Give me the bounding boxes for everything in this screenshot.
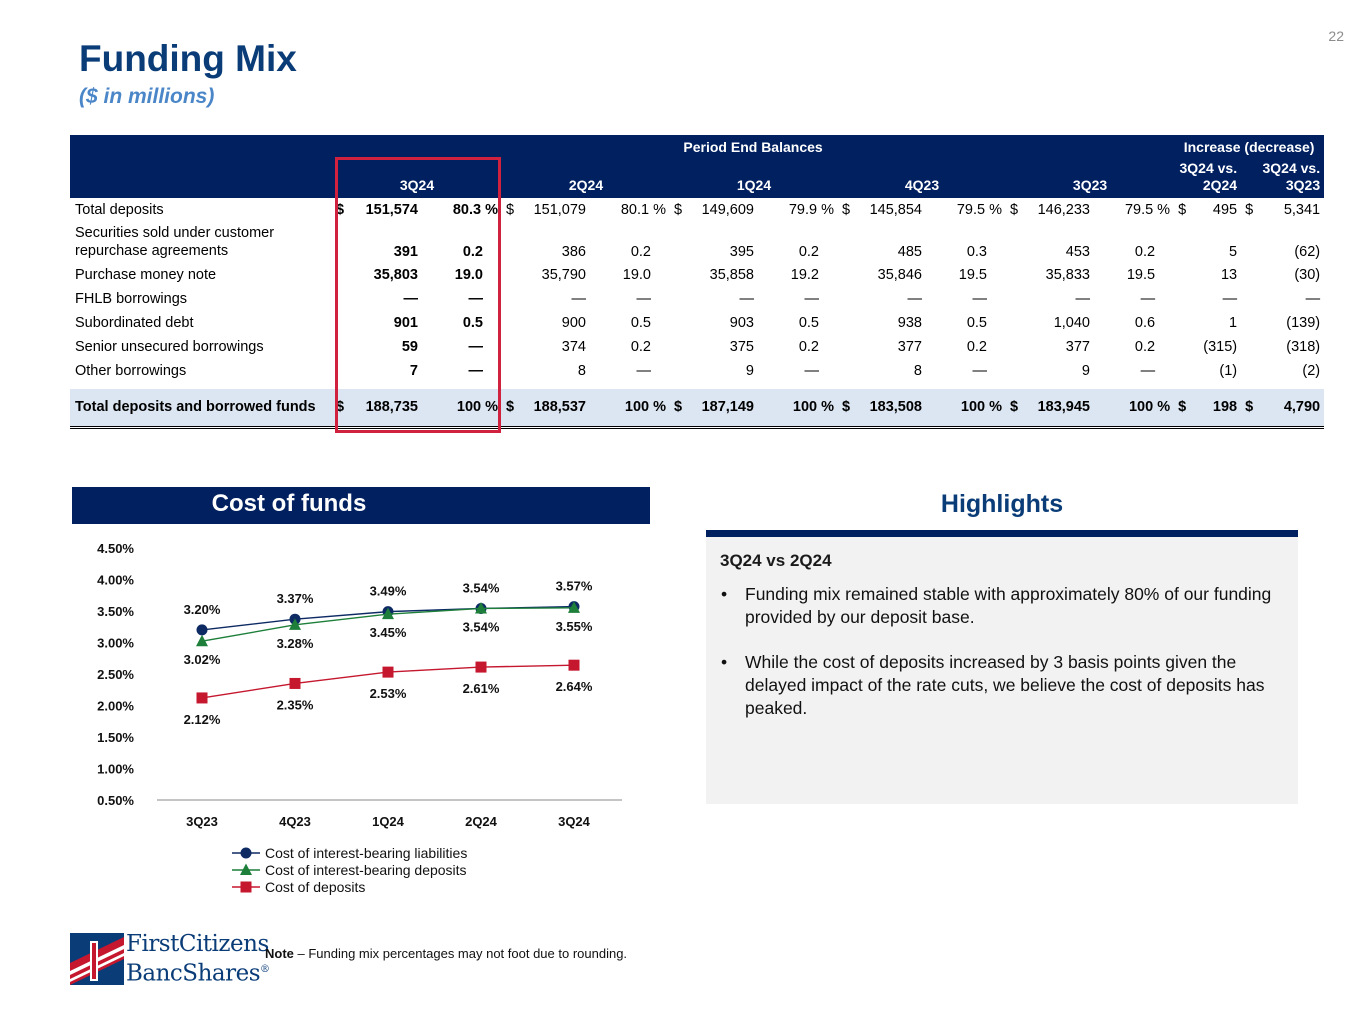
percent-cell: 0.2 [1134,339,1156,355]
amount-cell: 146,233 [1037,202,1090,218]
column-header: 3Q23 [1006,159,1174,198]
y-tick-label: 2.50% [97,667,134,682]
currency-symbol [502,359,516,383]
data-label: 2.61% [462,681,500,697]
currency-symbol [332,311,346,335]
amount-cell: 9 [745,363,754,379]
currency-symbol [838,287,852,311]
footnote: Note – Funding mix percentages may not foot due to rounding. [265,946,628,961]
legend-label: Cost of interest-bearing liabilities [265,845,468,861]
highlights-subtitle: 3Q24 vs 2Q24 [720,551,832,570]
row-label: Other borrowings [75,363,187,379]
first-citizens-flag-icon [70,933,124,985]
currency-symbol: $ [336,202,345,218]
data-label: 3.57% [555,578,593,594]
percent-cell: 19.0 [454,267,483,283]
currency-symbol [670,359,684,383]
amount-cell: 8 [577,363,586,379]
percent-cell: 100 % [926,389,1006,427]
amount-cell: 35,833 [1045,267,1090,283]
amount-cell: 377 [1065,339,1090,355]
amount-cell: — [1075,291,1090,307]
percent-cell: 0.5 [462,315,483,331]
currency-symbol [1174,359,1190,383]
column-header: 2Q24 [502,159,670,198]
amount-cell: 149,609 [701,202,754,218]
percent-cell: 0.2 [462,244,483,260]
amount-cell: 8 [913,363,922,379]
data-point [290,678,301,689]
highlight-bullet: • Funding mix remained stable with approximately 80% of our funding provided by our deposit base. [721,584,1272,627]
percent-cell: 79.5 % [1124,202,1171,218]
currency-symbol [838,222,852,263]
amount-cell: 9 [1081,363,1090,379]
currency-symbol [670,263,684,287]
currency-symbol [502,287,516,311]
amount-cell: 151,574 [365,202,418,218]
currency-symbol: $ [838,389,852,427]
data-point [569,660,580,671]
x-tick-label: 3Q23 [186,814,218,829]
currency-symbol: $ [670,389,684,427]
currency-symbol: $ [674,202,683,218]
percent-cell: 0.2 [798,244,819,260]
amount-cell: 35,803 [373,267,418,283]
amount-cell: 375 [729,339,754,355]
percent-cell: 100 % [590,389,670,427]
data-label: 2.35% [276,697,314,713]
currency-symbol [838,311,852,335]
data-label: 3.37% [276,591,314,607]
company-logo-text: FirstCitizens BancShares® [126,931,270,987]
y-tick-label: 1.50% [97,730,134,745]
highlights-title: Highlights [940,490,1064,518]
currency-symbol [1174,263,1190,287]
funding-mix-table [70,135,1324,429]
y-tick-label: 3.00% [97,635,134,651]
percent-cell: 100 % [1094,389,1174,427]
data-point [197,692,208,703]
amount-cell: 35,858 [709,267,754,283]
currency-symbol [502,222,516,263]
currency-symbol [502,311,516,335]
change-cell: — [1305,291,1321,307]
y-tick-label: 2.00% [97,698,134,714]
data-label: 3.54% [462,619,500,635]
percent-cell: — [636,291,651,307]
x-tick-label: 4Q23 [279,814,311,829]
amount-cell: 374 [561,339,586,355]
amount-cell: 145,854 [869,202,922,218]
change-cell: (1) [1219,363,1238,379]
data-label: 3.54% [462,580,500,596]
currency-symbol [502,263,516,287]
period-end-balances-header: Period End Balances [332,135,1174,159]
currency-symbol: $ [502,389,516,427]
data-label: 3.28% [276,635,314,651]
row-label: FHLB borrowings [75,291,188,307]
percent-cell: — [468,291,483,307]
change-cell: (139) [1286,315,1321,331]
column-header: 1Q24 [670,159,838,198]
currency-symbol [838,335,852,359]
data-label: 3.49% [369,583,407,599]
currency-symbol [332,263,346,287]
amount-cell: 151,079 [533,202,586,218]
change-cell: 5 [1229,244,1238,260]
legend-label: Cost of interest-bearing deposits [265,862,467,878]
percent-cell: — [972,291,987,307]
percent-cell: 0.3 [966,244,987,260]
percent-cell: 19.5 [958,267,987,283]
currency-symbol [1006,263,1020,287]
amount-cell: 901 [393,315,418,331]
currency-symbol [838,263,852,287]
percent-cell: 0.2 [630,244,651,260]
table-row [70,359,1324,383]
percent-cell: 19.5 [1126,267,1156,283]
currency-symbol: $ [1006,389,1020,427]
data-label: 3.45% [369,625,407,641]
percent-cell: 0.6 [1134,315,1156,331]
amount-cell: 485 [897,244,922,260]
currency-symbol [670,287,684,311]
change-cell: 1 [1229,315,1238,331]
change-cell: 5,341 [1283,202,1321,218]
cost-of-funds-chart [72,530,632,900]
table-row [70,263,1324,287]
percent-cell: 79.9 % [788,202,834,218]
amount-cell: — [739,291,754,307]
currency-symbol [332,335,346,359]
row-label: Purchase money note [75,267,217,283]
legend-marker [241,848,252,859]
table-row [70,222,1324,263]
percent-cell: 0.2 [630,339,651,355]
page-number: 22 [1328,28,1344,44]
x-tick-label: 1Q24 [372,814,404,829]
percent-cell: — [636,363,651,379]
data-label: 2.12% [183,711,221,727]
y-tick-label: 0.50% [97,793,134,808]
percent-cell: 0.5 [630,315,651,331]
row-label: Subordinated debt [75,315,194,331]
currency-symbol: $ [1174,389,1190,427]
currency-symbol [1174,222,1190,263]
currency-symbol [838,359,852,383]
currency-symbol [1006,287,1020,311]
amount-cell: — [907,291,922,307]
data-label: 3.02% [183,652,221,668]
currency-symbol [1174,287,1190,311]
legend-label: Cost of deposits [265,879,366,895]
bullet-icon: • [721,652,728,672]
currency-symbol [1241,222,1257,263]
percent-cell: 80.1 % [620,202,666,218]
percent-cell: 100 % [758,389,838,427]
percent-cell: 0.5 [966,315,987,331]
currency-symbol: $ [506,202,515,218]
amount-cell: — [571,291,586,307]
currency-symbol [332,287,346,311]
percent-cell: — [468,363,483,379]
x-tick-label: 2Q24 [465,814,497,829]
percent-cell: 0.2 [1134,244,1156,260]
amount-cell: 377 [897,339,922,355]
currency-symbol [1174,311,1190,335]
currency-symbol: $ [842,202,851,218]
change-cell: 198 [1190,389,1241,427]
change-cell: (30) [1294,267,1321,283]
change-cell: 13 [1220,267,1238,283]
table-row [70,198,1324,222]
highlights-panel [706,537,1298,804]
data-label: 2.64% [555,679,593,695]
amount-cell: 938 [897,315,922,331]
column-header: 4Q23 [838,159,1006,198]
percent-cell: — [1140,291,1156,307]
percent-cell: 80.3 % [452,202,498,218]
change-cell: (2) [1302,363,1321,379]
column-header: 3Q24 [332,159,502,198]
page-subtitle: ($ in millions) [79,85,215,108]
percent-cell: — [972,363,987,379]
percent-cell: — [1140,363,1156,379]
x-tick-label: 3Q24 [558,814,590,829]
change-cell: (62) [1294,244,1321,260]
data-point [383,667,394,678]
percent-cell: 0.5 [798,315,819,331]
amount-cell: — [403,291,418,307]
change-cell: — [1222,291,1238,307]
increase-decrease-header: Increase (decrease) [1174,135,1324,159]
amount-cell: 183,945 [1020,389,1094,427]
table-row [70,311,1324,335]
amount-cell: 183,508 [852,389,926,427]
percent-cell: — [804,363,819,379]
amount-cell: 386 [561,244,586,260]
currency-symbol [1241,311,1257,335]
data-label: 3.20% [183,601,221,617]
currency-symbol: $ [1010,202,1019,218]
amount-cell: 35,846 [877,267,922,283]
currency-symbol [1006,335,1020,359]
amount-cell: 188,537 [516,389,590,427]
percent-cell: 79.5 % [956,202,1002,218]
y-tick-label: 4.50% [97,541,134,556]
change-cell: 4,790 [1257,389,1324,427]
currency-symbol [670,335,684,359]
currency-symbol [1241,287,1257,311]
amount-cell: 453 [1065,244,1090,260]
currency-symbol: $ [1241,389,1257,427]
y-tick-label: 1.00% [97,761,134,777]
currency-symbol [1241,335,1257,359]
percent-cell: 0.2 [966,339,987,355]
legend-marker [240,864,252,876]
data-label: 2.53% [369,686,407,702]
currency-symbol [670,311,684,335]
cost-of-funds-header: Cost of funds [72,487,650,524]
row-label: Total deposits and borrowed funds [70,389,332,427]
amount-cell: 391 [393,244,418,260]
percent-cell: 0.2 [798,339,819,355]
table-row [70,287,1324,311]
total-row [70,389,1324,427]
currency-symbol [1241,263,1257,287]
percent-cell: 100 % [422,389,502,427]
currency-symbol: $ [1178,202,1187,218]
amount-cell: 900 [561,315,586,331]
percent-cell: — [468,339,483,355]
amount-cell: 59 [401,339,418,355]
amount-cell: 395 [729,244,754,260]
highlights-list [716,583,1286,742]
row-label: Total deposits [75,202,164,218]
change-cell: 495 [1212,202,1238,218]
change-cell: (318) [1286,339,1321,355]
change-column-header: 3Q24 vs. 3Q23 [1241,159,1324,198]
percent-cell: 19.2 [790,267,819,283]
change-cell: (315) [1203,339,1238,355]
currency-symbol [502,335,516,359]
amount-cell: 1,040 [1053,315,1090,331]
amount-cell: 187,149 [684,389,758,427]
percent-cell: 19.0 [622,267,651,283]
currency-symbol [670,222,684,263]
currency-symbol [1006,311,1020,335]
currency-symbol [1006,359,1020,383]
amount-cell: 7 [409,363,418,379]
page-title: Funding Mix [79,38,297,79]
table-row [70,335,1324,359]
amount-cell: 188,735 [346,389,422,427]
bullet-icon: • [721,584,728,604]
percent-cell: — [804,291,819,307]
currency-symbol: $ [1245,202,1254,218]
row-label: Senior unsecured borrowings [75,339,264,355]
currency-symbol: $ [332,389,346,427]
y-tick-label: 3.50% [97,604,134,619]
currency-symbol [1006,222,1020,263]
data-point [197,624,208,635]
currency-symbol [1241,359,1257,383]
row-label: Securities sold under customer repurchase agreements [75,225,275,259]
currency-symbol [332,359,346,383]
currency-symbol [332,222,346,263]
change-column-header: 3Q24 vs. 2Q24 [1174,159,1241,198]
data-label: 3.55% [555,618,593,634]
currency-symbol [1174,335,1190,359]
highlights-divider [706,530,1298,537]
legend-marker [241,882,252,893]
amount-cell: 903 [729,315,754,331]
data-point [476,662,487,673]
amount-cell: 35,790 [541,267,586,283]
y-tick-label: 4.00% [97,572,134,588]
highlight-bullet: • While the cost of deposits increased by 3 basis points given the delayed impact of the rate cuts, we believe the cost of deposits has peaked. [721,652,1265,718]
